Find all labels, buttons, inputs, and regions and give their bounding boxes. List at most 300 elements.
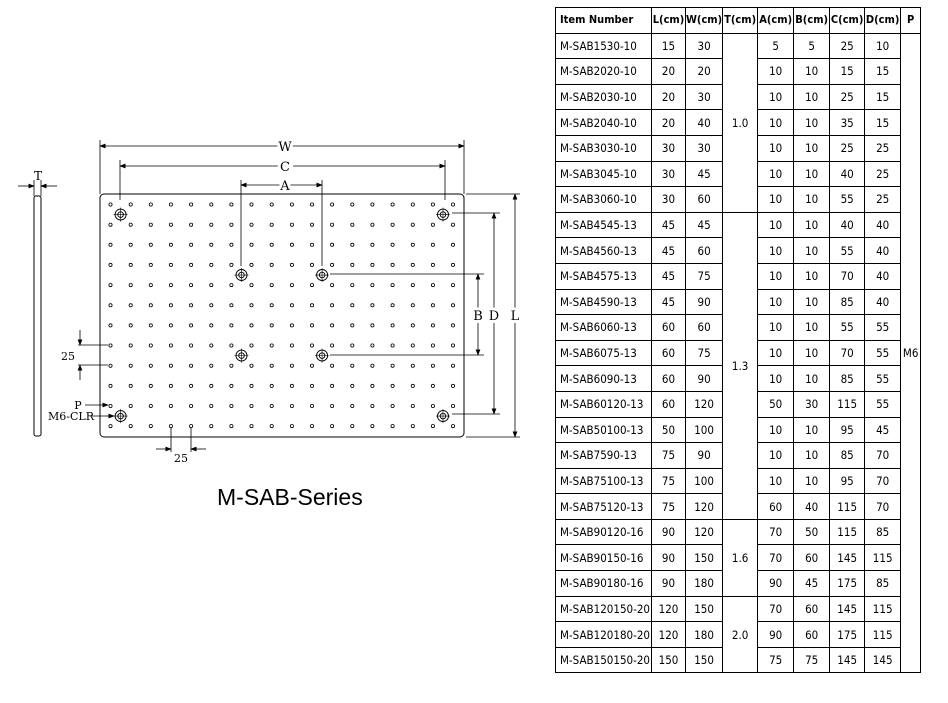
tapped-hole xyxy=(411,243,414,246)
cell-c: 175 xyxy=(830,571,865,597)
tapped-hole xyxy=(270,344,273,347)
tapped-hole xyxy=(190,364,193,367)
tapped-hole xyxy=(310,263,313,266)
cell-length: 90 xyxy=(652,571,686,597)
tapped-hole xyxy=(149,404,152,407)
tapped-hole xyxy=(391,364,394,367)
cell-a: 10 xyxy=(758,263,794,289)
cell-c: 115 xyxy=(830,519,865,545)
cell-width: 30 xyxy=(686,135,723,161)
tapped-hole xyxy=(331,304,334,307)
tapped-hole xyxy=(230,404,233,407)
tapped-hole xyxy=(371,223,374,226)
cell-b: 40 xyxy=(794,494,830,520)
header-thickness: T(cm) xyxy=(723,8,758,34)
tapped-hole xyxy=(391,344,394,347)
cell-length: 75 xyxy=(652,443,686,469)
tapped-hole xyxy=(210,284,213,287)
tapped-hole xyxy=(250,263,253,266)
cell-b: 60 xyxy=(794,596,830,622)
plate-outline xyxy=(100,194,464,437)
tapped-hole xyxy=(310,203,313,206)
cell-a: 10 xyxy=(758,417,794,443)
tapped-hole xyxy=(270,404,273,407)
tapped-hole xyxy=(391,243,394,246)
cell-c: 15 xyxy=(830,59,865,85)
hole-grid xyxy=(109,203,455,428)
tapped-hole xyxy=(109,284,112,287)
tapped-hole xyxy=(451,284,454,287)
tapped-hole xyxy=(451,243,454,246)
cell-thickness: 1.0 xyxy=(723,33,758,212)
cell-b: 10 xyxy=(794,110,830,136)
tapped-hole xyxy=(351,425,354,428)
tapped-hole xyxy=(290,304,293,307)
cell-c: 145 xyxy=(830,647,865,673)
cell-item-number: M-SAB2040-10 xyxy=(556,110,652,136)
tapped-hole xyxy=(190,425,193,428)
tapped-hole xyxy=(391,223,394,226)
header-p: P xyxy=(901,8,921,34)
cell-b: 10 xyxy=(794,59,830,85)
tapped-hole xyxy=(310,344,313,347)
cell-width: 120 xyxy=(686,494,723,520)
table-row xyxy=(556,596,921,622)
cell-c: 85 xyxy=(830,289,865,315)
tapped-hole xyxy=(431,324,434,327)
cell-c: 35 xyxy=(830,110,865,136)
tapped-hole xyxy=(270,284,273,287)
cell-length: 120 xyxy=(652,622,686,648)
cell-a: 90 xyxy=(758,622,794,648)
cell-a: 10 xyxy=(758,366,794,392)
tapped-hole xyxy=(310,324,313,327)
tapped-hole xyxy=(331,243,334,246)
tapped-hole xyxy=(109,324,112,327)
tapped-hole xyxy=(250,324,253,327)
tapped-hole xyxy=(129,364,132,367)
cell-length: 45 xyxy=(652,289,686,315)
tapped-hole xyxy=(210,223,213,226)
cell-c: 85 xyxy=(830,366,865,392)
mounting-hole xyxy=(436,208,450,222)
tapped-hole xyxy=(290,425,293,428)
tapped-hole xyxy=(411,263,414,266)
tapped-hole xyxy=(290,324,293,327)
tapped-hole xyxy=(169,404,172,407)
tapped-hole xyxy=(431,425,434,428)
tapped-hole xyxy=(210,263,213,266)
cell-d: 15 xyxy=(865,84,901,110)
tapped-hole xyxy=(451,404,454,407)
tapped-hole xyxy=(331,404,334,407)
dim-label-t: T xyxy=(33,169,43,183)
tapped-hole xyxy=(149,243,152,246)
tapped-hole xyxy=(109,304,112,307)
cell-width: 60 xyxy=(686,187,723,213)
series-title: M-SAB-Series xyxy=(217,484,363,510)
cell-b: 10 xyxy=(794,263,830,289)
cell-d: 55 xyxy=(865,391,901,417)
tapped-hole xyxy=(351,324,354,327)
tapped-hole xyxy=(230,243,233,246)
tapped-hole xyxy=(210,364,213,367)
cell-b: 10 xyxy=(794,468,830,494)
tapped-hole xyxy=(190,263,193,266)
cell-b: 75 xyxy=(794,647,830,673)
cell-item-number: M-SAB90180-16 xyxy=(556,571,652,597)
tapped-hole xyxy=(129,324,132,327)
cell-b: 30 xyxy=(794,391,830,417)
cell-item-number: M-SAB60120-13 xyxy=(556,391,652,417)
mounting-hole xyxy=(436,409,450,423)
tapped-hole xyxy=(169,263,172,266)
cell-length: 75 xyxy=(652,468,686,494)
tapped-hole xyxy=(371,344,374,347)
tapped-hole xyxy=(149,344,152,347)
technical-drawing xyxy=(0,0,548,470)
cell-d: 25 xyxy=(865,161,901,187)
cell-item-number: M-SAB50100-13 xyxy=(556,417,652,443)
tapped-hole xyxy=(310,243,313,246)
tapped-hole xyxy=(411,304,414,307)
side-view xyxy=(18,180,57,436)
tapped-hole xyxy=(331,203,334,206)
cell-d: 15 xyxy=(865,59,901,85)
tapped-hole xyxy=(431,364,434,367)
tapped-hole xyxy=(431,304,434,307)
cell-length: 75 xyxy=(652,494,686,520)
cell-item-number: M-SAB6090-13 xyxy=(556,366,652,392)
cell-a: 10 xyxy=(758,340,794,366)
tapped-hole xyxy=(391,384,394,387)
tapped-hole xyxy=(230,263,233,266)
tapped-hole xyxy=(411,344,414,347)
tapped-hole xyxy=(149,223,152,226)
tapped-hole xyxy=(270,364,273,367)
tapped-hole xyxy=(149,324,152,327)
cell-b: 10 xyxy=(794,366,830,392)
tapped-hole xyxy=(210,243,213,246)
cell-length: 90 xyxy=(652,545,686,571)
cell-thickness: 1.6 xyxy=(723,519,758,596)
cell-width: 75 xyxy=(686,340,723,366)
cell-d: 40 xyxy=(865,263,901,289)
tapped-hole xyxy=(391,404,394,407)
tapped-hole xyxy=(149,203,152,206)
tapped-hole xyxy=(190,304,193,307)
tapped-hole xyxy=(331,384,334,387)
tapped-hole xyxy=(169,425,172,428)
tapped-hole xyxy=(210,344,213,347)
tapped-hole xyxy=(230,344,233,347)
cell-item-number: M-SAB4590-13 xyxy=(556,289,652,315)
tapped-hole xyxy=(391,425,394,428)
tapped-hole xyxy=(351,284,354,287)
tapped-hole xyxy=(190,243,193,246)
tapped-hole xyxy=(230,284,233,287)
tapped-hole xyxy=(169,243,172,246)
cell-width: 150 xyxy=(686,647,723,673)
tapped-hole xyxy=(190,324,193,327)
tapped-hole xyxy=(210,324,213,327)
dim-label-b: B xyxy=(473,309,483,324)
cell-d: 70 xyxy=(865,468,901,494)
tapped-hole xyxy=(391,324,394,327)
cell-d: 85 xyxy=(865,519,901,545)
tapped-hole xyxy=(270,223,273,226)
header-width: W(cm) xyxy=(686,8,723,34)
tapped-hole xyxy=(250,364,253,367)
tapped-hole xyxy=(149,263,152,266)
cell-b: 10 xyxy=(794,212,830,238)
cell-c: 95 xyxy=(830,417,865,443)
tapped-hole xyxy=(109,203,112,206)
cell-a: 90 xyxy=(758,571,794,597)
cell-c: 115 xyxy=(830,391,865,417)
tapped-hole xyxy=(371,203,374,206)
tapped-hole xyxy=(169,384,172,387)
dim-label-d: D xyxy=(488,309,500,324)
tapped-hole xyxy=(230,203,233,206)
mounting-hole xyxy=(234,349,248,363)
tapped-hole xyxy=(129,404,132,407)
tapped-hole xyxy=(190,284,193,287)
tapped-hole xyxy=(371,284,374,287)
mounting-hole xyxy=(114,208,128,222)
cell-b: 10 xyxy=(794,135,830,161)
dim-pitch-horizontal xyxy=(156,428,206,452)
cell-item-number: M-SAB150150-20 xyxy=(556,647,652,673)
cell-a: 60 xyxy=(758,494,794,520)
cell-item-number: M-SAB6075-13 xyxy=(556,340,652,366)
cell-item-number: M-SAB75120-13 xyxy=(556,494,652,520)
dim-label-l: L xyxy=(510,309,520,324)
tapped-hole xyxy=(411,364,414,367)
cell-width: 90 xyxy=(686,443,723,469)
tapped-hole xyxy=(230,425,233,428)
tapped-hole xyxy=(190,223,193,226)
mounting-hole xyxy=(114,409,128,423)
cell-width: 180 xyxy=(686,571,723,597)
tapped-hole xyxy=(270,324,273,327)
cell-width: 45 xyxy=(686,212,723,238)
cell-item-number: M-SAB75100-13 xyxy=(556,468,652,494)
tapped-hole xyxy=(451,324,454,327)
tapped-hole xyxy=(351,404,354,407)
cell-c: 95 xyxy=(830,468,865,494)
tapped-hole xyxy=(371,384,374,387)
cell-d: 25 xyxy=(865,187,901,213)
tapped-hole xyxy=(129,243,132,246)
tapped-hole xyxy=(129,304,132,307)
tapped-hole xyxy=(351,243,354,246)
cell-b: 45 xyxy=(794,571,830,597)
cell-item-number: M-SAB3030-10 xyxy=(556,135,652,161)
cell-d: 70 xyxy=(865,494,901,520)
table-row xyxy=(556,212,921,238)
tapped-hole xyxy=(431,284,434,287)
tapped-hole xyxy=(109,243,112,246)
tapped-hole xyxy=(270,263,273,266)
tapped-hole xyxy=(451,425,454,428)
tapped-hole xyxy=(250,344,253,347)
cell-width: 45 xyxy=(686,161,723,187)
tapped-hole xyxy=(411,404,414,407)
cell-b: 10 xyxy=(794,238,830,264)
tapped-hole xyxy=(210,203,213,206)
cell-thickness: 2.0 xyxy=(723,596,758,673)
tapped-hole xyxy=(411,384,414,387)
tapped-hole xyxy=(310,404,313,407)
cell-width: 60 xyxy=(686,238,723,264)
cell-d: 145 xyxy=(865,647,901,673)
tapped-hole xyxy=(431,203,434,206)
tapped-hole xyxy=(431,344,434,347)
tapped-hole xyxy=(210,425,213,428)
tapped-hole xyxy=(310,223,313,226)
cell-item-number: M-SAB4575-13 xyxy=(556,263,652,289)
tapped-hole xyxy=(371,263,374,266)
cell-a: 75 xyxy=(758,647,794,673)
tapped-hole xyxy=(431,384,434,387)
tapped-hole xyxy=(310,384,313,387)
cell-b: 10 xyxy=(794,187,830,213)
cell-length: 15 xyxy=(652,33,686,59)
tapped-hole xyxy=(290,243,293,246)
cell-width: 90 xyxy=(686,289,723,315)
cell-c: 55 xyxy=(830,315,865,341)
tapped-hole xyxy=(190,404,193,407)
table-row xyxy=(556,519,921,545)
cell-b: 60 xyxy=(794,622,830,648)
cell-d: 85 xyxy=(865,571,901,597)
cell-d: 55 xyxy=(865,366,901,392)
tapped-hole xyxy=(451,304,454,307)
tapped-hole xyxy=(250,384,253,387)
cell-c: 70 xyxy=(830,340,865,366)
tapped-hole xyxy=(210,304,213,307)
tapped-hole xyxy=(210,404,213,407)
tapped-hole xyxy=(290,263,293,266)
tapped-hole xyxy=(190,384,193,387)
tapped-hole xyxy=(270,243,273,246)
cell-d: 40 xyxy=(865,212,901,238)
cell-c: 85 xyxy=(830,443,865,469)
cell-width: 120 xyxy=(686,391,723,417)
cell-b: 5 xyxy=(794,33,830,59)
cell-c: 55 xyxy=(830,238,865,264)
tapped-hole xyxy=(351,263,354,266)
cell-a: 10 xyxy=(758,443,794,469)
header-item-number: Item Number xyxy=(556,8,652,34)
tapped-hole xyxy=(391,304,394,307)
tapped-hole xyxy=(169,284,172,287)
tapped-hole xyxy=(129,284,132,287)
cell-width: 120 xyxy=(686,519,723,545)
cell-item-number: M-SAB3045-10 xyxy=(556,161,652,187)
table-body xyxy=(556,33,921,673)
mounting-hole xyxy=(234,268,248,282)
cell-a: 10 xyxy=(758,212,794,238)
cell-width: 20 xyxy=(686,59,723,85)
cell-d: 70 xyxy=(865,443,901,469)
cell-width: 100 xyxy=(686,417,723,443)
cell-d: 40 xyxy=(865,289,901,315)
cell-length: 30 xyxy=(652,135,686,161)
tapped-hole xyxy=(371,324,374,327)
tapped-hole xyxy=(290,284,293,287)
cell-c: 145 xyxy=(830,596,865,622)
tapped-hole xyxy=(230,364,233,367)
cell-d: 10 xyxy=(865,33,901,59)
tapped-hole xyxy=(371,364,374,367)
cell-length: 30 xyxy=(652,161,686,187)
cell-c: 145 xyxy=(830,545,865,571)
tapped-hole xyxy=(431,263,434,266)
tapped-hole xyxy=(351,304,354,307)
table-row xyxy=(556,33,921,59)
tapped-hole xyxy=(250,243,253,246)
tapped-hole xyxy=(129,223,132,226)
tapped-hole xyxy=(169,364,172,367)
tapped-hole xyxy=(351,203,354,206)
cell-d: 115 xyxy=(865,545,901,571)
cell-width: 100 xyxy=(686,468,723,494)
tapped-hole xyxy=(270,304,273,307)
tapped-hole xyxy=(351,223,354,226)
cell-length: 60 xyxy=(652,391,686,417)
header-a: A(cm) xyxy=(758,8,794,34)
tapped-hole xyxy=(391,203,394,206)
tapped-hole xyxy=(109,384,112,387)
mounting-hole xyxy=(315,349,329,363)
tapped-hole xyxy=(431,404,434,407)
cell-d: 45 xyxy=(865,417,901,443)
tapped-hole xyxy=(411,284,414,287)
header-length: L(cm) xyxy=(652,8,686,34)
cell-b: 60 xyxy=(794,545,830,571)
cell-b: 10 xyxy=(794,161,830,187)
cell-length: 30 xyxy=(652,187,686,213)
cell-a: 50 xyxy=(758,391,794,417)
cell-item-number: M-SAB90150-16 xyxy=(556,545,652,571)
cell-a: 70 xyxy=(758,519,794,545)
cell-length: 60 xyxy=(652,315,686,341)
cell-c: 115 xyxy=(830,494,865,520)
cell-c: 25 xyxy=(830,33,865,59)
cell-p: M6 xyxy=(901,33,921,673)
cell-item-number: M-SAB90120-16 xyxy=(556,519,652,545)
cell-length: 90 xyxy=(652,519,686,545)
tapped-hole xyxy=(451,384,454,387)
tapped-hole xyxy=(250,284,253,287)
cell-width: 150 xyxy=(686,596,723,622)
tapped-hole xyxy=(391,263,394,266)
tapped-hole xyxy=(169,304,172,307)
tapped-hole xyxy=(149,425,152,428)
tapped-hole xyxy=(250,304,253,307)
tapped-hole xyxy=(290,384,293,387)
tapped-hole xyxy=(109,263,112,266)
tapped-hole xyxy=(210,384,213,387)
cell-d: 55 xyxy=(865,340,901,366)
tapped-hole xyxy=(190,344,193,347)
tapped-hole xyxy=(290,404,293,407)
cell-thickness: 1.3 xyxy=(723,212,758,519)
cell-d: 25 xyxy=(865,135,901,161)
tapped-hole xyxy=(290,344,293,347)
